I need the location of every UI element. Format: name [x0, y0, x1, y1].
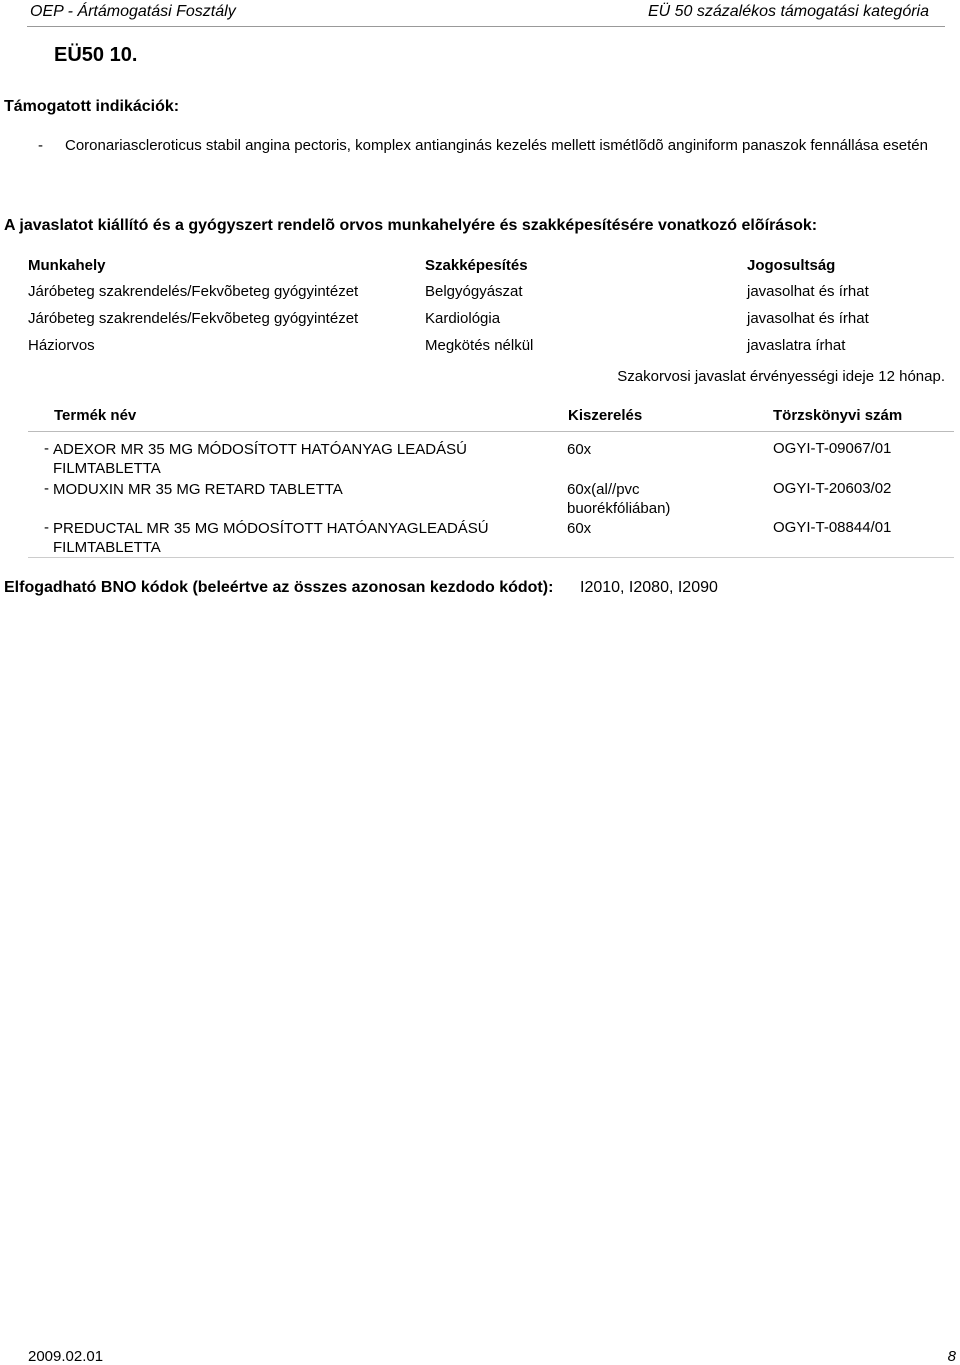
product-name: ADEXOR MR 35 MG MÓDOSÍTOTT HATÓANYAG LEADÁSÚ FILMTABLETTA [53, 441, 467, 477]
product-pack: 60x [567, 441, 592, 458]
footer-date: 2009.02.01 [28, 1348, 104, 1365]
indications-heading: Támogatott indikációk: [4, 98, 180, 115]
indication-text: Coronariascleroticus stabil angina pectoris, komplex antianginás kezelés mellett ismétlõdõ anginiform panaszok fennállása esetén [65, 137, 928, 154]
product-name: MODUXIN MR 35 MG RETARD TABLETTA [53, 481, 343, 498]
row-szakkepesites: Belgyógyászat [425, 283, 523, 300]
product-pack: 60x(al//pvc buorékfóliában) [567, 481, 671, 517]
product-pack: 60x [567, 520, 592, 537]
col-header-munkahely: Munkahely [28, 257, 106, 274]
row-jogosultsag: javasolhat és írhat [747, 310, 869, 327]
col-header-termek-nev: Termék név [54, 407, 137, 424]
product-dash: - [44, 480, 49, 497]
table-divider [28, 431, 954, 432]
row-munkahely: Járóbeteg szakrendelés/Fekvõbeteg gyógyintézet [28, 283, 359, 300]
product-name: PREDUCTAL MR 35 MG MÓDOSÍTOTT HATÓANYAGLEADÁSÚ FILMTABLETTA [53, 520, 489, 556]
bno-label: Elfogadható BNO kódok (beleértve az összes azonosan kezdodo kódot): [4, 579, 554, 596]
col-header-szakkepesites: Szakképesítés [425, 257, 528, 274]
header-divider [27, 26, 945, 27]
col-header-jogosultsag: Jogosultság [747, 257, 836, 274]
row-jogosultsag: javaslatra írhat [747, 337, 846, 354]
product-dash: - [44, 440, 49, 457]
validity-note: Szakorvosi javaslat érvényességi ideje 12 hónap. [617, 368, 945, 385]
product-reg-number: OGYI-T-20603/02 [773, 480, 892, 497]
row-munkahely: Háziorvos [28, 337, 95, 354]
row-munkahely: Járóbeteg szakrendelés/Fekvõbeteg gyógyintézet [28, 310, 359, 327]
page-title: EÜ50 10. [54, 44, 138, 66]
table-bottom-divider [28, 557, 954, 558]
page-number: 8 [947, 1348, 956, 1365]
product-reg-number: OGYI-T-09067/01 [773, 440, 892, 457]
col-header-torzskonyvi-szam: Törzskönyvi szám [773, 407, 903, 424]
product-dash: - [44, 519, 49, 536]
header-left: OEP - Ártámogatási Fosztály [30, 3, 236, 20]
prescriber-heading: A javaslatot kiállító és a gyógyszert rendelõ orvos munkahelyére és szakképesítésére vonatkozó elõírások: [4, 217, 818, 234]
row-szakkepesites: Megkötés nélkül [425, 337, 534, 354]
col-header-kiszereles: Kiszerelés [568, 407, 643, 424]
row-jogosultsag: javasolhat és írhat [747, 283, 869, 300]
row-szakkepesites: Kardiológia [425, 310, 501, 327]
bno-codes: I2010, I2080, I2090 [580, 579, 718, 596]
header-right: EÜ 50 százalékos támogatási kategória [647, 3, 929, 20]
product-reg-number: OGYI-T-08844/01 [773, 519, 892, 536]
indication-dash: - [38, 137, 43, 154]
